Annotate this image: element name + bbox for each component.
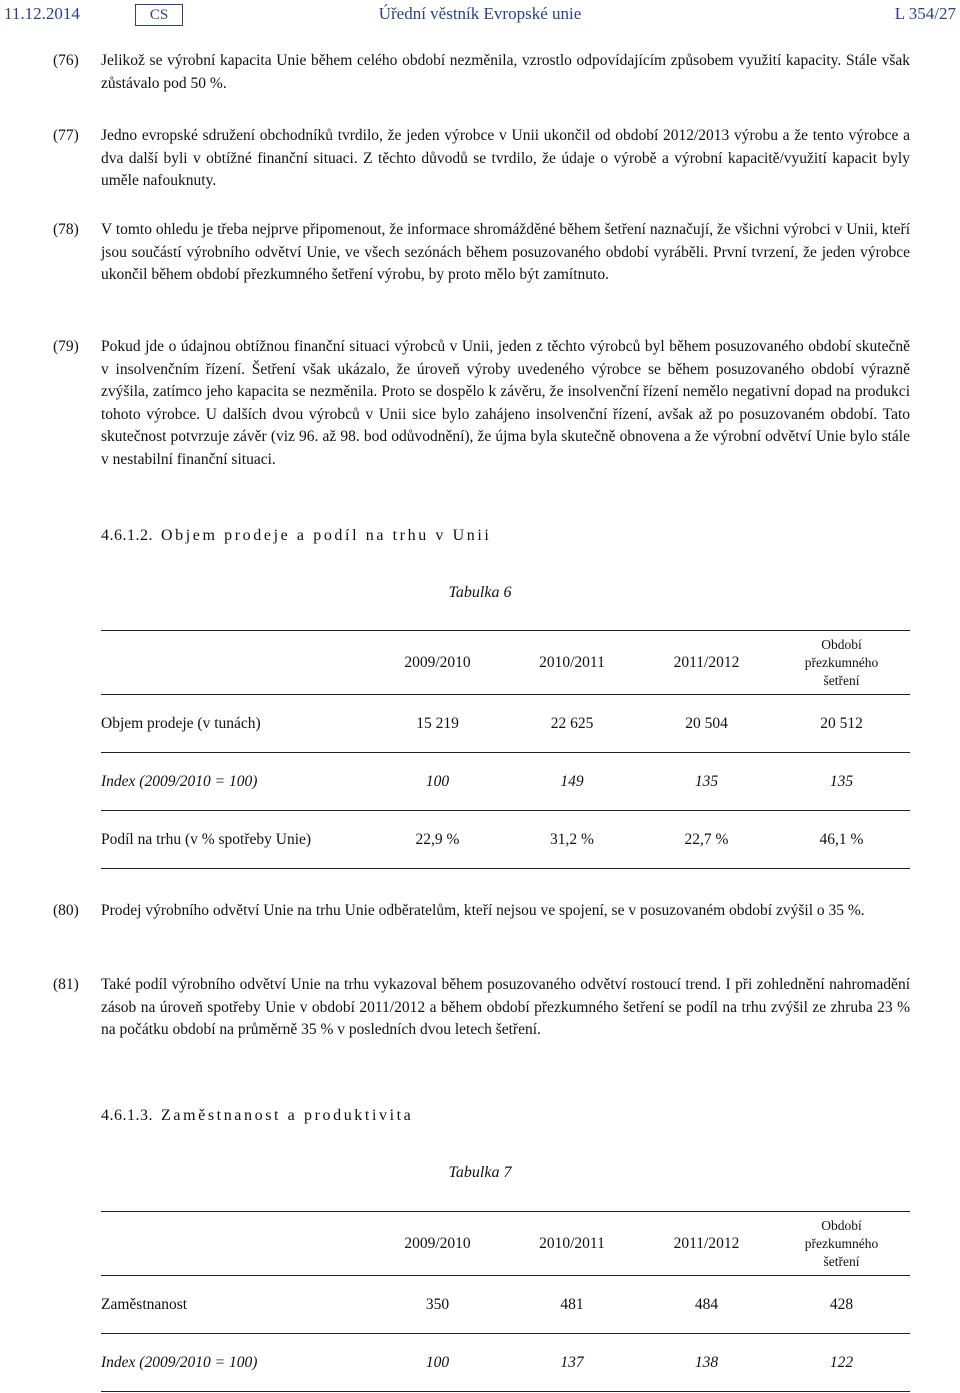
table-cell: 100 bbox=[425, 772, 450, 790]
paragraph-number: (81) bbox=[53, 976, 79, 993]
table-cell: 22,7 % bbox=[684, 830, 729, 848]
table-cell: 138 bbox=[694, 1353, 719, 1371]
language-badge: CS bbox=[135, 4, 183, 26]
table-6 bbox=[101, 630, 910, 869]
table-7 bbox=[101, 1211, 910, 1392]
row-label: Index (2009/2010 = 100) bbox=[101, 772, 258, 790]
table-header-row bbox=[101, 1212, 910, 1276]
paragraph-text: Prodej výrobního odvětví Unie na trhu Unie odběratelům, kteří nejsou ve spojení, se v posuzovaném období zvýšil o 35 %. bbox=[101, 902, 865, 919]
table-cell: 15 219 bbox=[416, 714, 459, 732]
table-cell: 149 bbox=[560, 772, 584, 790]
publication-date: 11.12.2014 bbox=[4, 4, 80, 23]
table-cell: 122 bbox=[829, 1353, 854, 1371]
table-row bbox=[101, 1334, 910, 1392]
table-caption: Tabulka 7 bbox=[448, 1164, 512, 1181]
table-caption: Tabulka 6 bbox=[448, 584, 512, 601]
section-heading bbox=[101, 527, 491, 545]
paragraph-text: Jelikož se výrobní kapacita Unie během celého období nezměnila, vzrostlo odpovídajícím způsobem využití kapacity. Stále však zůstávalo pod 50 %. bbox=[101, 52, 910, 92]
page-header bbox=[0, 4, 960, 28]
table-row bbox=[101, 811, 910, 869]
table-cell: 135 bbox=[694, 772, 719, 790]
table-cell: 135 bbox=[829, 772, 854, 790]
row-label: Index (2009/2010 = 100) bbox=[101, 1353, 258, 1371]
column-header: 2010/2011 bbox=[539, 653, 605, 671]
row-label: Zaměstnanost bbox=[101, 1295, 188, 1313]
section-number: 4.6.1.3. bbox=[101, 1107, 153, 1124]
table-cell: 22 625 bbox=[550, 714, 594, 732]
table-cell: 100 bbox=[425, 1353, 450, 1371]
paragraph-text: Pokud jde o údajnou obtížnou finanční situaci výrobců v Unii, jeden z těchto výrobců byl během posuzovaného období skutečně v insolvenčním řízení. Šetření však ukázalo, že úroveň výroby uvedeného výrobce se během posuzovaného období výrazně zvýšila, zatímco jeho kapacita se nezměnila. Proto se dospělo k závěru, že insolvenční řízení nemělo negativní dopad na produkci tohoto výrobce. U dalších dvou výrobců v Unii sice bylo zahájeno insolvenční řízení, avšak až po posuzovaném období. Tato skutečnost potvrzuje závěr (viz 96. až 98. bod odůvodnění), že újma byla skutečně obnovena a že výrobní odvětví Unie bylo stále v nestabilní finanční situaci. bbox=[101, 338, 910, 468]
table-cell: 350 bbox=[425, 1295, 450, 1313]
table-cell: 46,1 % bbox=[819, 830, 864, 848]
header-blank bbox=[101, 631, 371, 695]
paragraph-text: V tomto ohledu je třeba nejprve připomenout, že informace shromážděné během šetření naznačují, že všichni výrobci v Unii, kteří jsou součástí výrobního odvětví Unie, ve všech sezónách během posuzovaného období vyráběli. První tvrzení, že jeden výrobce ukončil během období přezkumného šetření výrobu, by proto mělo být zamítnuto. bbox=[101, 221, 910, 283]
table-cell: 22,9 % bbox=[415, 830, 460, 848]
row-label: Podíl na trhu (v % spotřeby Unie) bbox=[101, 830, 312, 848]
table-cell: 137 bbox=[560, 1353, 584, 1371]
table-row bbox=[101, 753, 910, 811]
table-cell: 428 bbox=[829, 1295, 854, 1313]
table-row bbox=[101, 1276, 910, 1334]
table-cell: 484 bbox=[694, 1295, 719, 1313]
section-title: Objem prodeje a podíl na trhu v Unii bbox=[161, 527, 492, 544]
column-header: Období přezkumného šetření bbox=[804, 1217, 879, 1269]
paragraph-text: Jedno evropské sdružení obchodníků tvrdilo, že jeden výrobce v Unii ukončil od období 2012/2013 výrobu a že tento výrobce a dva další byli v obtížné finanční situaci. Z těchto důvodů se tvrdilo, že údaje o výrobě a výrobní kapacitě/využití kapacit byly uměle nafouknuty. bbox=[101, 127, 910, 189]
section-number: 4.6.1.2. bbox=[101, 527, 153, 544]
column-header: 2010/2011 bbox=[539, 1234, 605, 1252]
paragraph-text: Také podíl výrobního odvětví Unie na trhu vykazoval během posuzovaného odvětví rostoucí trend. I při zohlednění nahromadění zásob na úroveň spotřeby Unie v období 2011/2012 a během období přezkumného šetření se podíl na trhu zvýšil ze zhruba 23 % na počátku období na průměrně 35 % v posledních dvou letech šetření. bbox=[101, 976, 910, 1038]
header-blank bbox=[101, 1212, 371, 1276]
paragraph-number: (80) bbox=[53, 902, 79, 919]
page-number: L 354/27 bbox=[894, 4, 956, 23]
journal-title: Úřední věstník Evropské unie bbox=[378, 4, 582, 23]
table-cell: 31,2 % bbox=[550, 830, 594, 848]
paragraph-number: (79) bbox=[53, 338, 79, 355]
table-row bbox=[101, 695, 910, 753]
table-cell: 481 bbox=[560, 1295, 584, 1313]
column-header: 2009/2010 bbox=[404, 653, 471, 671]
section-heading bbox=[101, 1107, 413, 1125]
table-cell: 20 512 bbox=[820, 714, 863, 732]
column-header: 2009/2010 bbox=[404, 1234, 471, 1252]
table-cell: 20 504 bbox=[685, 714, 728, 732]
column-header: Období přezkumného šetření bbox=[804, 636, 879, 688]
paragraph-number: (76) bbox=[53, 52, 79, 69]
paragraph-number: (77) bbox=[53, 127, 79, 144]
paragraph-number: (78) bbox=[53, 221, 79, 238]
row-label: Objem prodeje (v tunách) bbox=[101, 714, 261, 732]
column-header: 2011/2012 bbox=[673, 1234, 740, 1252]
table-header-row bbox=[101, 631, 910, 695]
column-header: 2011/2012 bbox=[673, 653, 740, 671]
section-title: Zaměstnanost a produktivita bbox=[161, 1107, 414, 1124]
